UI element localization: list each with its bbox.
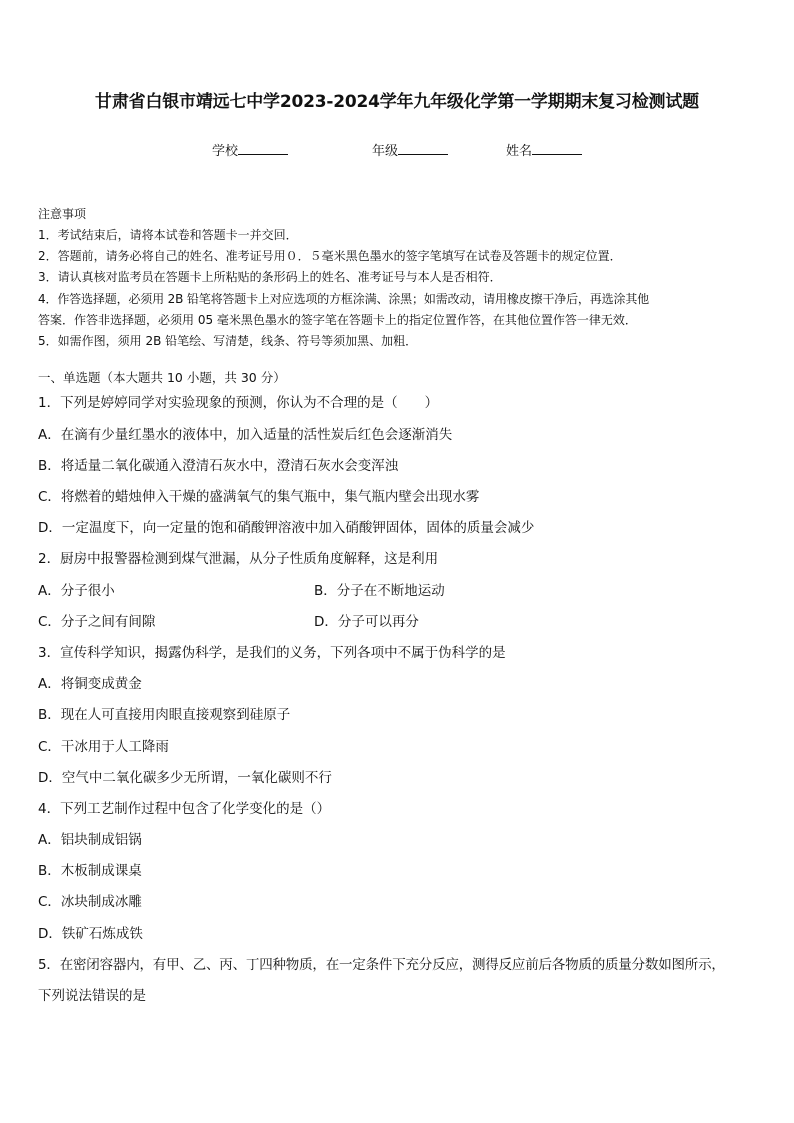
notice-item: 3．请认真核对监考员在答题卡上所粘贴的条形码上的姓名、准考证号与本人是否相符． <box>38 270 502 285</box>
question-stem: 4．下列工艺制作过程中包含了化学变化的是（） <box>38 801 331 817</box>
name-label: 姓名 <box>506 144 533 159</box>
page-title: 甘肃省白银市靖远七中学2023-2024学年九年级化学第一学期期末复习检测试题 <box>95 92 699 112</box>
question-stem: 1．下列是婷婷同学对实验现象的预测，你认为不合理的是（ ） <box>38 395 439 411</box>
option: A．铝块制成铝锅 <box>38 832 142 848</box>
option: C．将燃着的蜡烛伸入干燥的盛满氧气的集气瓶中，集气瓶内壁会出现水雾 <box>38 489 480 505</box>
name-blank <box>532 141 582 155</box>
option: A．在滴有少量红墨水的液体中，加入适量的活性炭后红色会逐渐消失 <box>38 427 453 443</box>
grade-blank <box>398 141 448 155</box>
option: A．将铜变成黄金 <box>38 676 142 692</box>
question-stem: 5．在密闭容器内，有甲、乙、丙、丁四种物质，在一定条件下充分反应，测得反应前后各物质的质量分数如图所示， <box>38 957 725 973</box>
option: D．空气中二氧化碳多少无所谓，一氧化碳则不行 <box>38 770 332 786</box>
question-stem-continued: 下列说法错误的是 <box>38 988 146 1004</box>
option: D．一定温度下，向一定量的饱和硝酸钾溶液中加入硝酸钾固体，固体的质量会减少 <box>38 520 535 536</box>
notice-item: 4．作答选择题，必须用 2B 铅笔将答题卡上对应选项的方框涂满、涂黑；如需改动，请用橡皮擦干净后，再选涂其他 <box>38 291 650 306</box>
option: B．分子在不断地运动 <box>314 583 445 599</box>
notice-item: 5．如需作图，须用 2B 铅笔绘、写清楚，线条、符号等须加黑、加粗． <box>38 334 418 349</box>
notice-heading: 注意事项 <box>38 207 87 221</box>
option: B．木板制成课桌 <box>38 863 142 879</box>
notice-item: 答案．作答非选择题，必须用 05 毫米黑色墨水的签字笔在答题卡上的指定位置作答，在其他位置作答一律无效． <box>38 312 637 327</box>
option: B．现在人可直接用肉眼直接观察到硅原子 <box>38 707 291 723</box>
school-label: 学校 <box>212 144 239 159</box>
option: C．分子之间有间隙 <box>38 614 156 630</box>
notice-list <box>38 225 758 352</box>
grade-label: 年级 <box>372 144 399 159</box>
notice-item: 2．答题前，请务必将自己的姓名、准考证号用０．５毫米黑色墨水的签字笔填写在试卷及答题卡的规定位置． <box>38 249 622 264</box>
option: A．分子很小 <box>38 583 115 599</box>
option: D．分子可以再分 <box>314 614 419 630</box>
name-field <box>506 140 582 159</box>
option: C．干冰用于人工降雨 <box>38 739 169 755</box>
question-stem: 2．厨房中报警器检测到煤气泄漏，从分子性质角度解释，这是利用 <box>38 551 439 567</box>
grade-field <box>372 140 448 159</box>
student-info-row <box>0 140 794 160</box>
option: C．冰块制成冰雕 <box>38 894 142 910</box>
school-field <box>212 140 288 159</box>
school-blank <box>238 141 288 155</box>
notice-item: 1．考试结束后，请将本试卷和答题卡一并交回． <box>38 228 298 242</box>
section-heading: 一、单选题（本大题共 10 小题，共 30 分） <box>38 370 286 385</box>
option: D．铁矿石炼成铁 <box>38 926 143 942</box>
question-stem: 3．宣传科学知识，揭露伪科学，是我们的义务，下列各项中不属于伪科学的是 <box>38 645 506 661</box>
option: B．将适量二氧化碳通入澄清石灰水中，澄清石灰水会变浑浊 <box>38 458 399 474</box>
